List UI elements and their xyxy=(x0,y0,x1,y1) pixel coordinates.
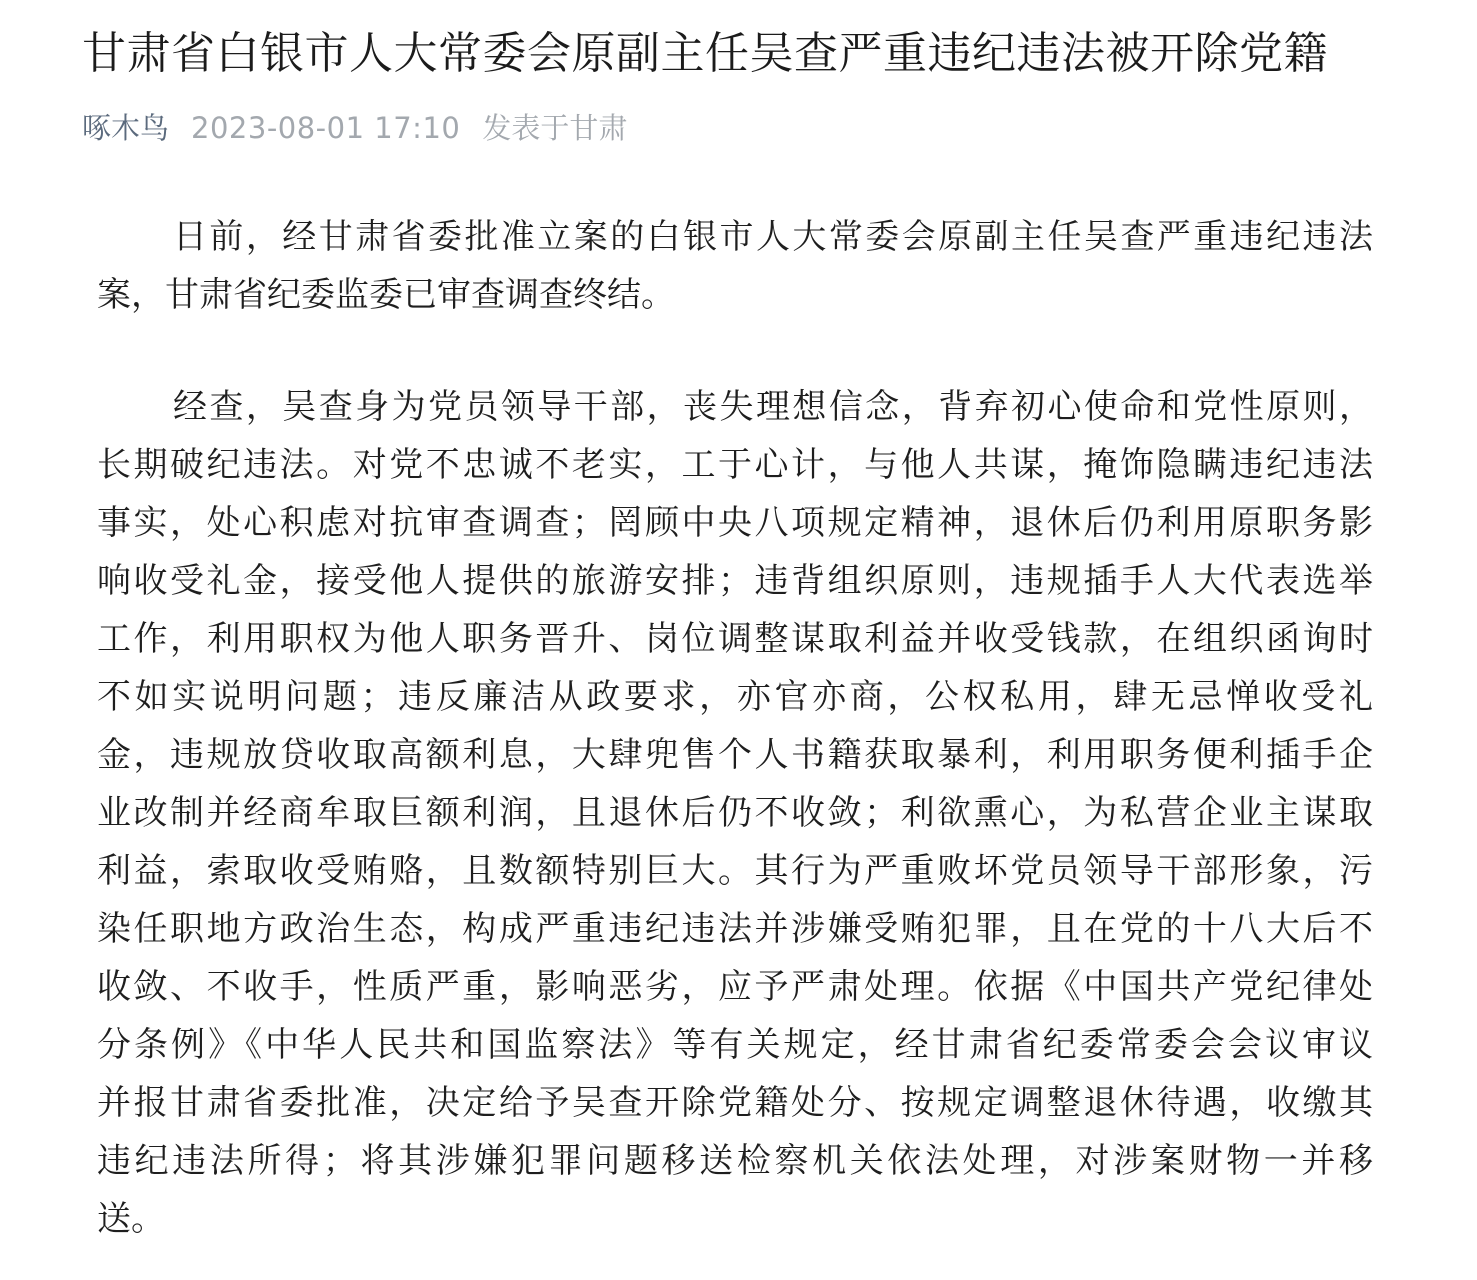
paragraph-line: 利益，索取收受贿赂，且数额特别巨大。其行为严重败坏党员领导干部形象，污 xyxy=(97,851,1373,891)
paragraph-2 xyxy=(97,378,1373,1248)
publish-location: 发表于甘肃 xyxy=(482,111,628,145)
paragraph-line: 经查，吴查身为党员领导干部，丧失理想信念，背弃初心使命和党性原则， xyxy=(173,387,1373,427)
paragraph-line: 收敛、不收手，性质严重，影响恶劣，应予严肃处理。依据《中国共产党纪律处 xyxy=(97,967,1373,1007)
paragraph-line: 业改制并经商牟取巨额利润，且退休后仍不收敛；利欲熏心，为私营企业主谋取 xyxy=(97,793,1373,833)
paragraph-line: 并报甘肃省委批准，决定给予吴查开除党籍处分、按规定调整退休待遇，收缴其 xyxy=(97,1083,1373,1123)
paragraph-line: 事实，处心积虑对抗审查调查；罔顾中央八项规定精神，退休后仍利用原职务影 xyxy=(97,503,1373,543)
paragraph-line: 金，违规放贷收取高额利息，大肆兜售个人书籍获取暴利，利用职务便利插手企 xyxy=(97,735,1373,775)
paragraph-line: 违纪违法所得；将其涉嫌犯罪问题移送检察机关依法处理，对涉案财物一并移 xyxy=(97,1141,1373,1181)
paragraph-line: 案，甘肃省纪委监委已审查调查终结。 xyxy=(97,275,675,315)
article-title: 甘肃省白银市人大常委会原副主任吴查严重违纪违法被开除党籍 xyxy=(82,28,1328,79)
article-meta xyxy=(82,108,627,148)
paragraph-line: 不如实说明问题；违反廉洁从政要求，亦官亦商，公权私用，肆无忌惮收受礼 xyxy=(97,677,1373,717)
paragraph-line: 长期破纪违法。对党不忠诚不老实，工于心计，与他人共谋，掩饰隐瞒违纪违法 xyxy=(97,445,1373,485)
paragraph-1 xyxy=(97,208,1373,324)
paragraph-line: 工作，利用职权为他人职务晋升、岗位调整谋取利益并收受钱款，在组织函询时 xyxy=(97,619,1373,659)
paragraph-line: 日前，经甘肃省委批准立案的白银市人大常委会原副主任吴查严重违纪违法 xyxy=(173,217,1373,257)
paragraph-line: 染任职地方政治生态，构成严重违纪违法并涉嫌受贿犯罪，且在党的十八大后不 xyxy=(97,909,1373,949)
author-name[interactable]: 啄木鸟 xyxy=(82,111,170,145)
publish-datetime: 2023-08-01 17:10 xyxy=(191,111,461,145)
paragraph-line: 响收受礼金，接受他人提供的旅游安排；违背组织原则，违规插手人大代表选举 xyxy=(97,561,1373,601)
paragraph-line: 送。 xyxy=(97,1199,165,1239)
paragraph-line: 分条例》《中华人民共和国监察法》等有关规定，经甘肃省纪委常委会会议审议 xyxy=(97,1025,1373,1065)
